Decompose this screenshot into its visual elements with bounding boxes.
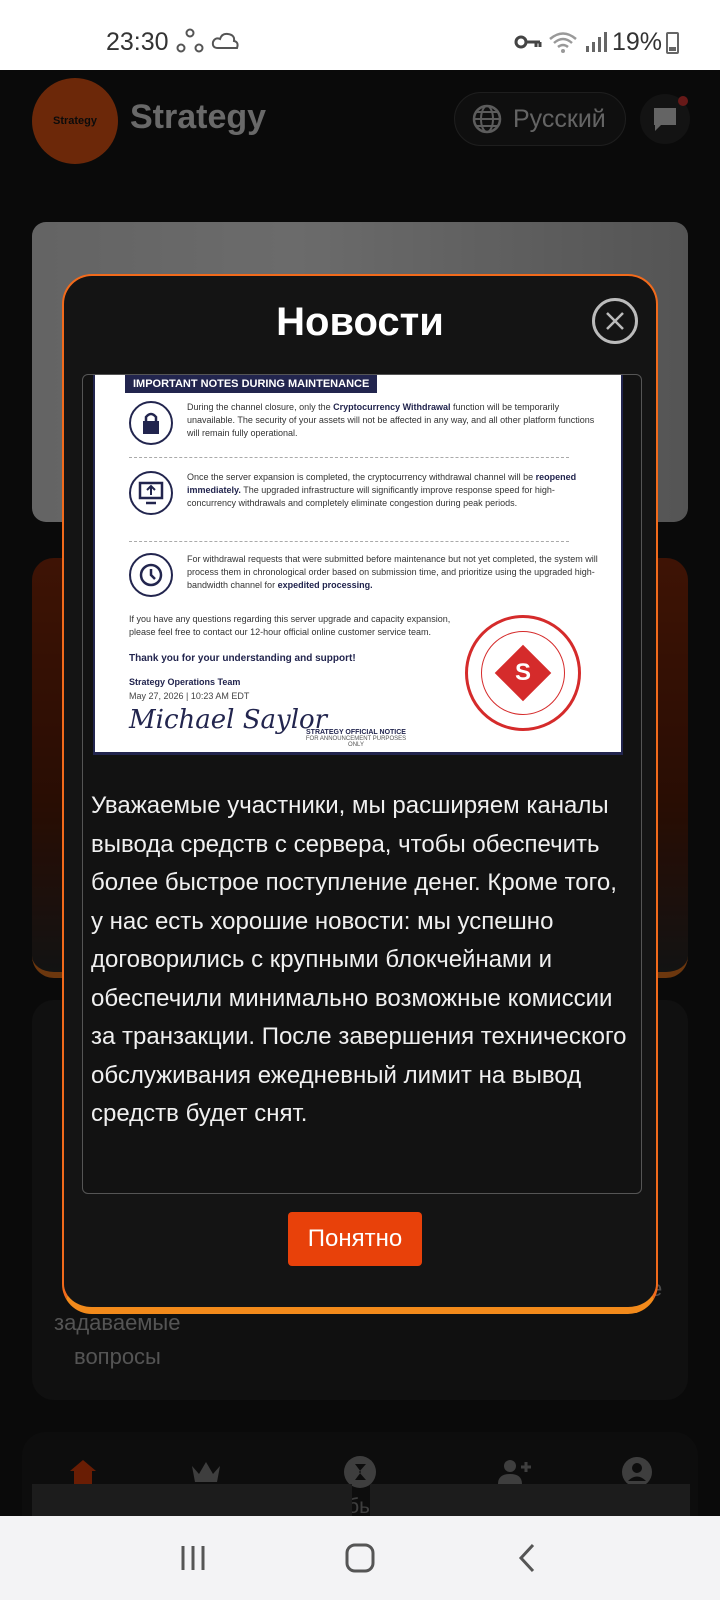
notice-footer-text: If you have any questions regarding this server upgrade and capacity expansion, please feel free to contact our 12-hour official online customer service team. (129, 614, 451, 637)
recent-apps-icon (178, 1544, 208, 1572)
status-time: 23:30 (106, 28, 169, 56)
notice-row-clock (129, 553, 599, 597)
modal-title: Новости (276, 300, 444, 344)
system-navigation-bar (0, 1516, 720, 1600)
battery-percent: 19% (612, 28, 663, 56)
notice-thanks: Thank you for your understanding and support! (129, 653, 356, 664)
notice-row-server (129, 471, 599, 515)
news-modal (62, 274, 658, 1314)
status-notification-icons (176, 28, 240, 54)
wifi-icon (548, 30, 578, 54)
notice-divider (129, 541, 569, 542)
sync-icon (176, 28, 204, 54)
notice-row-lock (129, 401, 599, 445)
status-bar (0, 0, 720, 70)
official-notice-label: STRATEGY OFFICIAL NOTICE FOR ANNOUNCEMENT PURPOSES ONLY (305, 729, 407, 748)
notice-paragraph-2: Once the server expansion is completed, the cryptocurrency withdrawal channel will be reopened immediately. The upgraded infrastructure will significantly improve response speed for high-concurrency withdrawals and completely eliminate congestion during peak periods. (187, 472, 577, 508)
notice-paragraph-3: For withdrawal requests that were submitted before maintenance but not yet completed, the system will process them in chronological order based on submission time, and prioritize using the upgraded high-bandwidth channel for expedited processing. (187, 554, 598, 590)
recent-apps-button[interactable] (168, 1538, 218, 1578)
news-message: Уважаемые участники, мы расширяем каналы вывода средств с сервера, чтобы обеспечить более быстрое поступление денег. Кроме того, у нас есть хорошие новости: мы успешно договорились с крупными блокчейнами и обеспечили минимально возможные комиссии за транзакции. После завершения технического обслуживания ежедневный лимит на вывод средств будет снят. (91, 792, 627, 1127)
back-button[interactable] (502, 1538, 552, 1578)
ok-button[interactable]: Понятно (288, 1212, 422, 1266)
battery-icon (666, 32, 679, 54)
monitor-upload-icon (138, 481, 164, 505)
notice-image (93, 375, 623, 755)
home-button[interactable] (335, 1538, 385, 1578)
close-icon (603, 309, 627, 333)
close-button[interactable] (592, 298, 638, 344)
signal-icon (584, 30, 610, 54)
official-seal-stamp: S (465, 615, 581, 731)
clock-icon (138, 562, 164, 588)
cloud-icon (210, 28, 240, 54)
notice-divider (129, 457, 569, 458)
status-system-icons (514, 30, 610, 54)
lock-icon (140, 411, 162, 435)
notice-team: Strategy Operations Team (129, 677, 241, 687)
signature: Michael Saylor (129, 705, 328, 735)
news-content[interactable] (82, 374, 642, 1194)
notice-paragraph-1: During the channel closure, only the Cryptocurrency Withdrawal function will be temporarily unavailable. The security of your assets will not be affected in any way, and all other platform functions will remain fully operational. (187, 402, 595, 438)
vpn-key-icon (514, 32, 542, 52)
notice-tag: IMPORTANT NOTES DURING MAINTENANCE (125, 375, 377, 393)
notice-date: May 27, 2026 | 10:23 AM EDT (129, 691, 250, 701)
back-icon (515, 1542, 539, 1574)
home-circle-icon (344, 1542, 376, 1574)
notice-bottom-line (95, 752, 621, 755)
